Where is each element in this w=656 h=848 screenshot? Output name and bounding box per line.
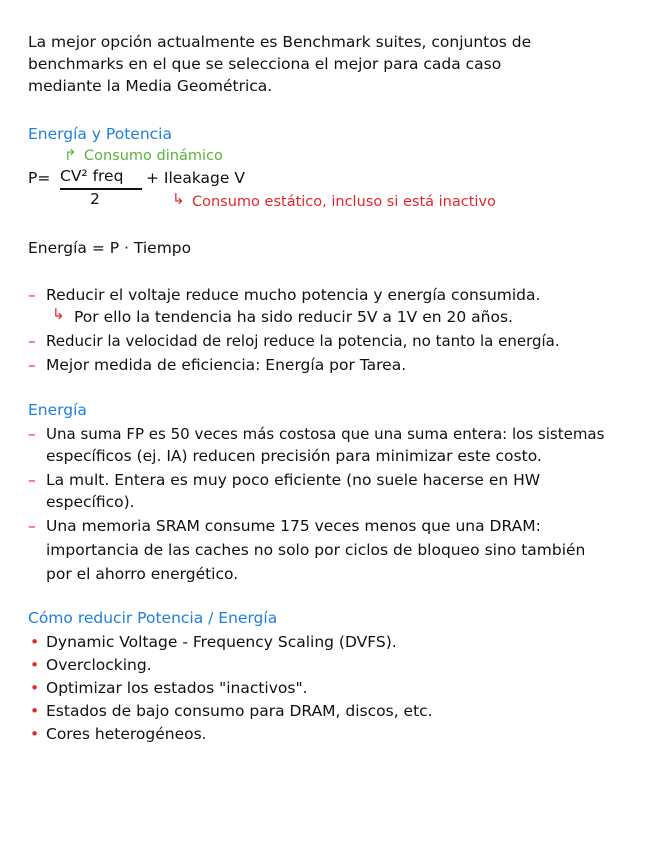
power-bullet-1: Reducir el voltaje reduce mucho potencia y energía consumida.: [46, 286, 541, 304]
bullet-dash-icon: –: [28, 517, 36, 535]
formula-numerator: CV² freq: [60, 167, 124, 185]
formula-p: P=: [28, 169, 51, 187]
energy-bullet-1-line-1: Una suma FP es 50 veces más costosa que una suma entera: los sistemas: [46, 425, 605, 443]
arrow-down-icon: ↳: [172, 190, 185, 208]
energy-bullet-2-line-2: específico).: [46, 493, 135, 511]
bullet-dash-icon: –: [28, 286, 36, 304]
dynamic-consumption-note: Consumo dinámico: [84, 148, 223, 164]
energy-bullet-3-line-1: Una memoria SRAM consume 175 veces menos que una DRAM:: [46, 517, 541, 535]
energy-bullet-2-line-1: La mult. Entera es muy poco eficiente (no suele hacerse en HW: [46, 471, 541, 489]
bullet-dot-icon: •: [30, 702, 40, 720]
energy-bullet-3-line-3: por el ahorro energético.: [46, 565, 239, 583]
energy-bullet-3-line-2: importancia de las caches no solo por ciclos de bloqueo sino también: [46, 541, 586, 559]
static-consumption-note: Consumo estático, incluso si está inactivo: [192, 194, 496, 210]
arrow-up-icon: ↱: [64, 146, 77, 164]
power-bullet-2: Reducir la velocidad de reloj reduce la potencia, no tanto la energía.: [46, 332, 560, 350]
bullet-dot-icon: •: [30, 679, 40, 697]
power-bullet-1-sub: Por ello la tendencia ha sido reducir 5V a 1V en 20 años.: [74, 308, 513, 326]
reduce-item-4: Estados de bajo consumo para DRAM, discos, etc.: [46, 702, 433, 720]
bullet-dot-icon: •: [30, 633, 40, 651]
intro-line-3: mediante la Media Geométrica.: [28, 77, 273, 95]
bullet-dash-icon: –: [28, 356, 36, 374]
sub-arrow-icon: ↳: [52, 305, 65, 323]
heading-energia: Energía: [28, 401, 87, 419]
intro-line-2: benchmarks en el que se selecciona el mejor para cada caso: [28, 55, 502, 73]
reduce-item-5: Cores heterogéneos.: [46, 725, 207, 743]
bullet-dot-icon: •: [30, 656, 40, 674]
reduce-item-3: Optimizar los estados "inactivos".: [46, 679, 308, 697]
energy-formula: Energía = P · Tiempo: [28, 239, 192, 257]
bullet-dot-icon: •: [30, 725, 40, 743]
power-bullet-3: Mejor medida de eficiencia: Energía por Tarea.: [46, 356, 407, 374]
reduce-item-2: Overclocking.: [46, 656, 152, 674]
energy-bullet-1-line-2: específicos (ej. IA) reducen precisión para minimizar este costo.: [46, 447, 542, 465]
heading-energia-potencia: Energía y Potencia: [28, 125, 172, 143]
formula-denominator: 2: [90, 190, 100, 208]
bullet-dash-icon: –: [28, 471, 36, 489]
bullet-dash-icon: –: [28, 425, 36, 443]
formula-leakage: + Ileakage V: [146, 169, 245, 187]
reduce-item-1: Dynamic Voltage - Frequency Scaling (DVFS).: [46, 633, 397, 651]
bullet-dash-icon: –: [28, 332, 36, 350]
fraction-line: [60, 188, 142, 190]
heading-como-reducir: Cómo reducir Potencia / Energía: [28, 609, 278, 627]
intro-line-1: La mejor opción actualmente es Benchmark suites, conjuntos de: [28, 33, 532, 51]
